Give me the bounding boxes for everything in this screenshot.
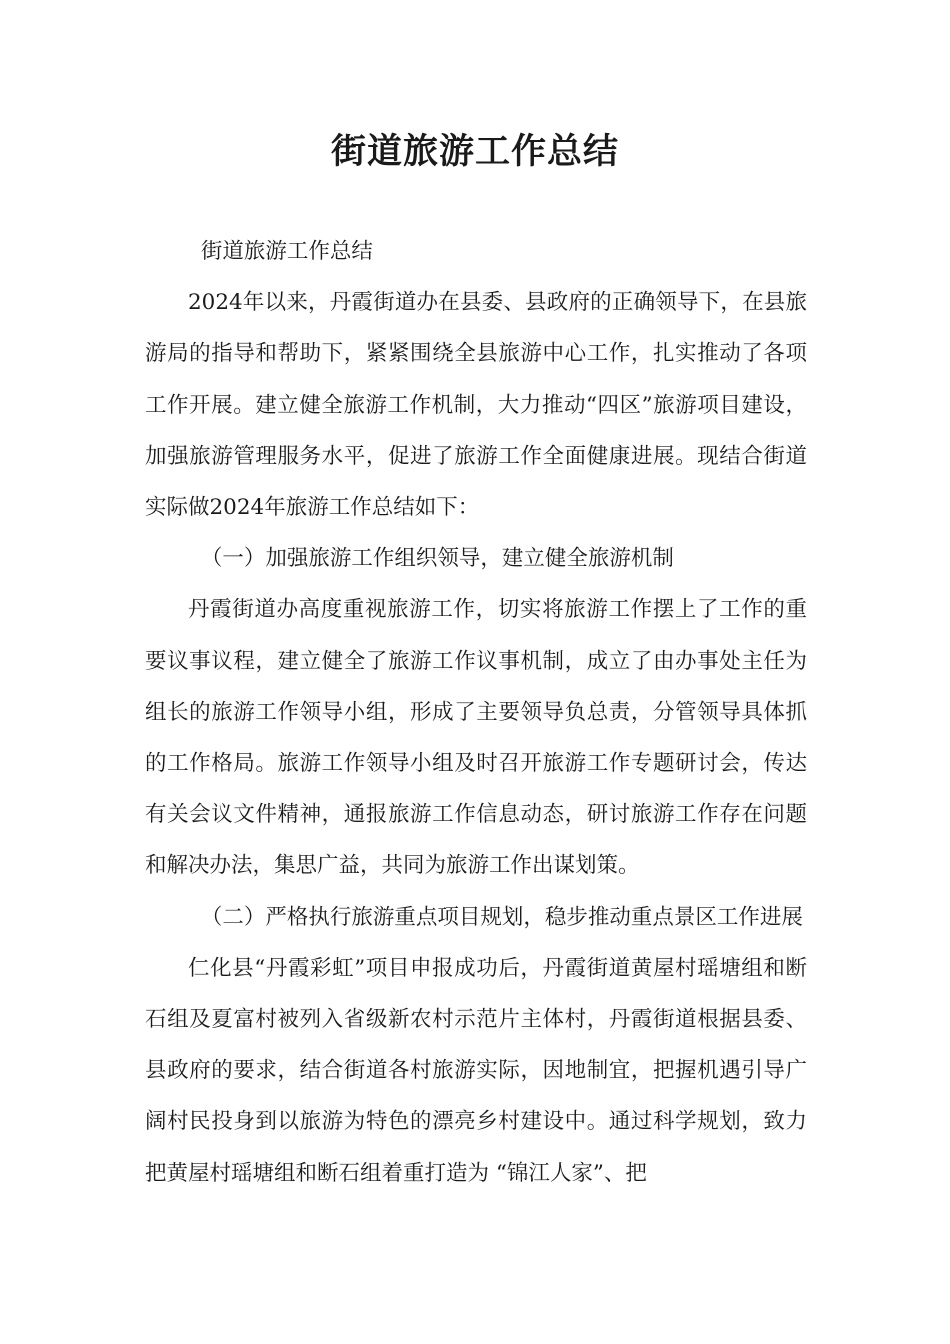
document-body	[145, 226, 807, 1199]
section-heading-1: （一）加强旅游工作组织领导，建立健全旅游机制	[200, 546, 674, 572]
section-heading-2: （二）严格执行旅游重点项目规划，稳步推动重点景区工作进展	[200, 904, 803, 930]
intro-paragraph: 2024年以来，丹霞街道办在县委、县政府的正确领导下，在县旅游局的指导和帮助下，紧紧围绕全县旅游中心工作，扎实推动了各项工作开展。建立健全旅游工作机制，大力推动“四区”旅游项目建设，加强旅游管理服务水平，促进了旅游工作全面健康进展。现结合街道实际做2024年旅游工作总结如下：	[145, 290, 807, 521]
section-2-paragraph: 仁化县“丹霞彩虹”项目申报成功后，丹霞街道黄屋村瑶塘组和断石组及夏富村被列入省级新农村示范片主体村，丹霞街道根据县委、县政府的要求，结合街道各村旅游实际，因地制宜，把握机遇引导广阔村民投身到以旅游为特色的漂亮乡村建设中。通过科学规划，致力把黄屋村瑶塘组和断石组着重打造为 “锦江人家”、把	[145, 955, 807, 1186]
subtitle-paragraph: 街道旅游工作总结	[200, 239, 373, 264]
section-1-paragraph: 丹霞街道办高度重视旅游工作，切实将旅游工作摆上了工作的重要议事议程，建立健全了旅游工作议事机制，成立了由办事处主任为组长的旅游工作领导小组，形成了主要领导负总责，分管领导具体抓的工作格局。旅游工作领导小组及时召开旅游工作专题研讨会，传达有关会议文件精神，通报旅游工作信息动态，研讨旅游工作存在问题和解决办法，集思广益，共同为旅游工作出谋划策。	[145, 597, 807, 879]
document-title: 街道旅游工作总结	[330, 132, 619, 172]
